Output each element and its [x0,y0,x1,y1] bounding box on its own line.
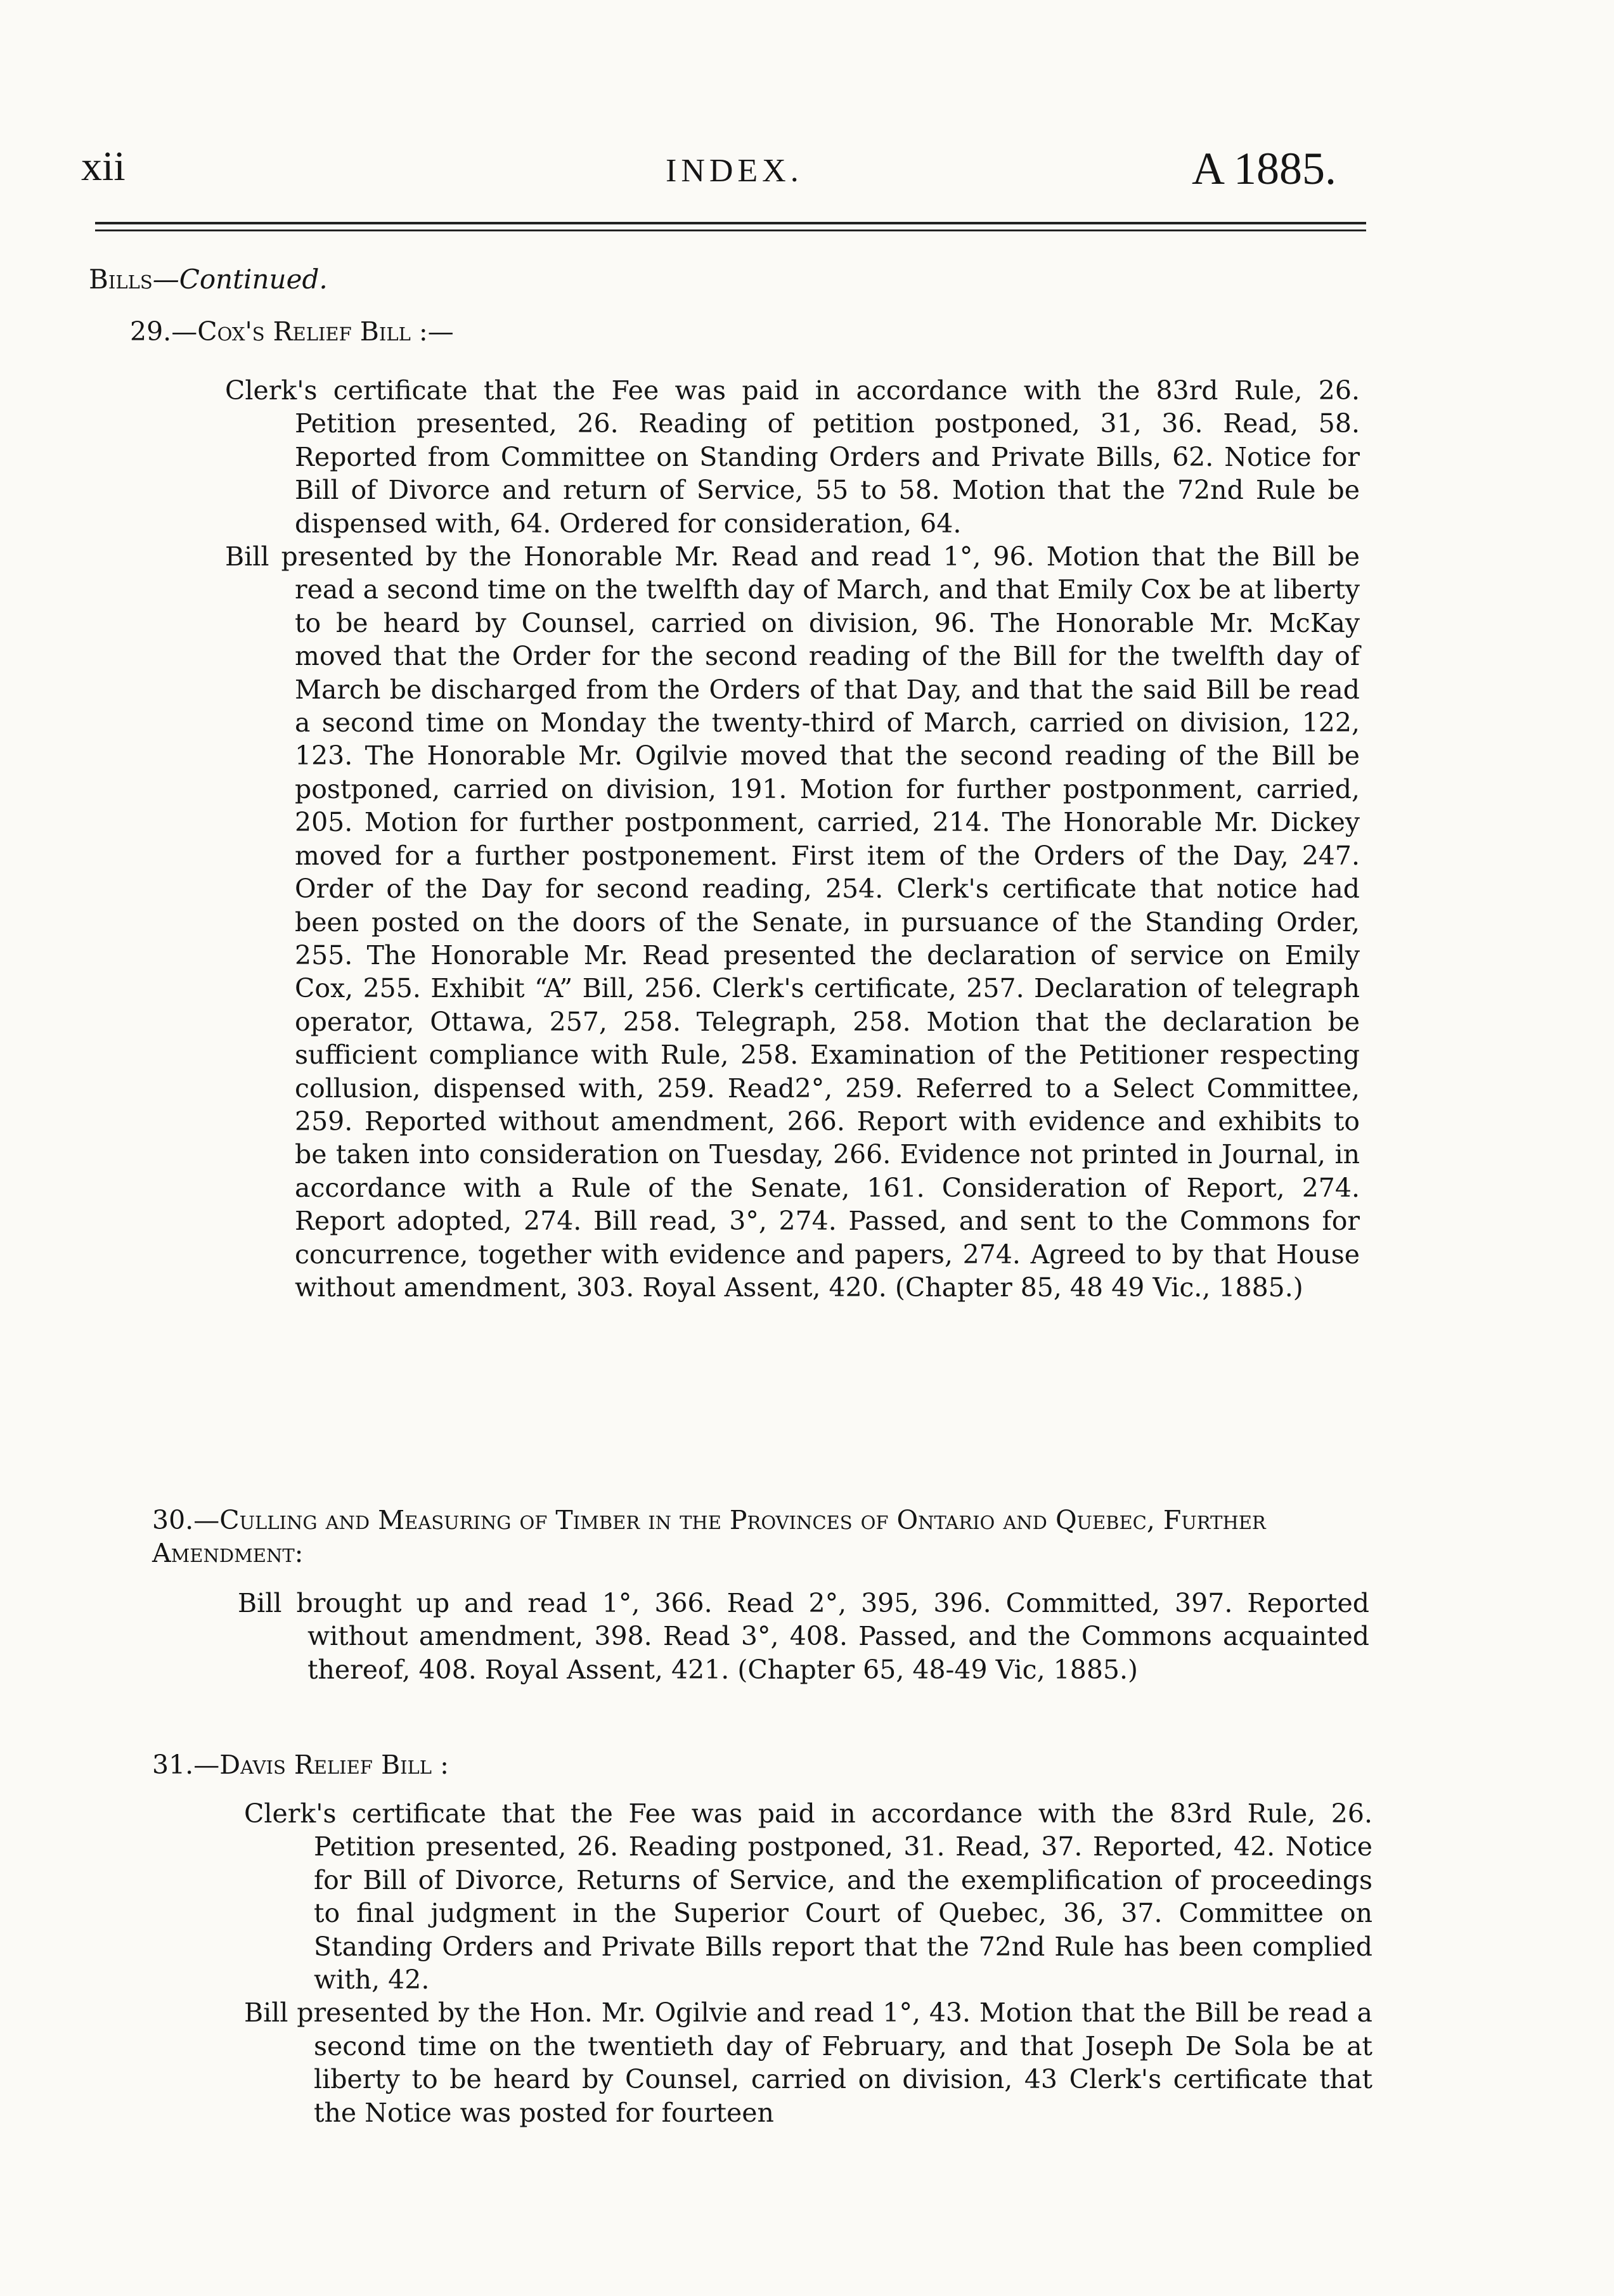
running-title: INDEX. [666,153,803,189]
section-continued: —Continued. [152,264,328,295]
entry-29-para-1: Clerk's certificate that the Fee was paid in accordance with the 83rd Rule, 26. Petition presented, 26. Reading of petition postponed, 31, 36. Read, 58. Reported from Committee on Standing Orders and Private Bills, 62. Notice for Bill of Divorce and return of Service, 55 to 58. Motion that the 72nd Rule be dispensed with, 64. Ordered for consideration, 64. [225,375,1360,539]
entry-30-title: —Culling and Measuring of Timber in the Provinces of Ontario and Quebec, Further Amendment: [152,1505,1266,1568]
entry-30-para-1: Bill brought up and read 1°, 366. Read 2°, 395, 396. Committed, 397. Reported without amendment, 398. Read 3°, 408. Passed, and the Commons acquainted thereof, 408. Royal Assent, 421. (Chapter 65, 48-49 Vic, 1885.) [238,1588,1369,1685]
header-rule-top [95,222,1366,224]
section-label: Bills [89,264,153,295]
series-label: A 1885. [1192,143,1337,194]
entry-29-number: 29. [130,316,172,347]
entry-29-title: —Cox's Relief Bill :— [171,316,454,347]
entry-31-number: 31. [152,1750,194,1780]
entry-30-number: 30. [152,1505,194,1535]
entry-31-body [244,1797,1372,2129]
entry-31-title: —Davis Relief Bill : [193,1750,449,1780]
entry-31-para-2: Bill presented by the Hon. Mr. Ogilvie and read 1°, 43. Motion that the Bill be read a second time on the twentieth day of February, and that Joseph De Sola be at liberty to be heard by Counsel, carried on division, 43 Clerk's certificate that the Notice was posted for fourteen [244,1997,1372,2128]
section-heading [89,263,328,296]
entry-31-heading [152,1748,449,1781]
page-number: xii [81,143,126,190]
header-rule-bottom [95,229,1366,231]
entry-31-para-1: Clerk's certificate that the Fee was paid in accordance with the 83rd Rule, 26. Petition presented, 26. Reading postponed, 31. Read, 37. Reported, 42. Notice for Bill of Divorce, Returns of Service, and the exemplification of proceedings to final judgment in the Superior Court of Quebec, 36, 37. Committee on Standing Orders and Private Bills report that the 72nd Rule has been complied with, 42. [244,1798,1372,1996]
entry-29-body [225,374,1360,1304]
entry-30-body [238,1587,1369,1686]
entry-29-heading [130,315,454,348]
entry-30-heading [152,1504,1363,1570]
entry-29-para-2: Bill presented by the Honorable Mr. Read and read 1°, 96. Motion that the Bill be read a second time on the twelfth day of March, and that Emily Cox be at liberty to be heard by Counsel, carried on division, 96. The Honorable Mr. McKay moved that the Order for the second reading of the Bill for the twelfth day of March be discharged from the Orders of that Day, and that the said Bill be read a second time on Monday the twenty-third of March, carried on division, 122, 123. The Honorable Mr. Ogilvie moved that the second reading of the Bill be postponed, carried on division, 191. Motion for further postponment, carried, 205. Motion for further postponment, carried, 214. The Honorable Mr. Dickey moved for a further postponement. First item of the Orders of the Day, 247. Order of the Day for second reading, 254. Clerk's certificate that notice had been posted on the doors of the Senate, in pursuance of the Standing Order, 255. The Honorable Mr. Read presented the declaration of service on Emily Cox, 255. Exhibit “A” Bill, 256. Clerk's certificate, 257. Declaration of telegraph operator, Ottawa, 257, 258. Telegraph, 258. Motion that the declaration be sufficient compliance with Rule, 258. Examination of the Petitioner respecting collusion, dispensed with, 259. Read2°, 259. Referred to a Select Committee, 259. Reported without amendment, 266. Report with evidence and exhibits to be taken into consideration on Tuesday, 266. Evidence not printed in Journal, in accordance with a Rule of the Senate, 161. Consideration of Report, 274. Report adopted, 274. Bill read, 3°, 274. Passed, and sent to the Commons for concurrence, together with evidence and papers, 274. Agreed to by that House without amendment, 303. Royal Assent, 420. (Chapter 85, 48 49 Vic., 1885.) [225,541,1360,1303]
